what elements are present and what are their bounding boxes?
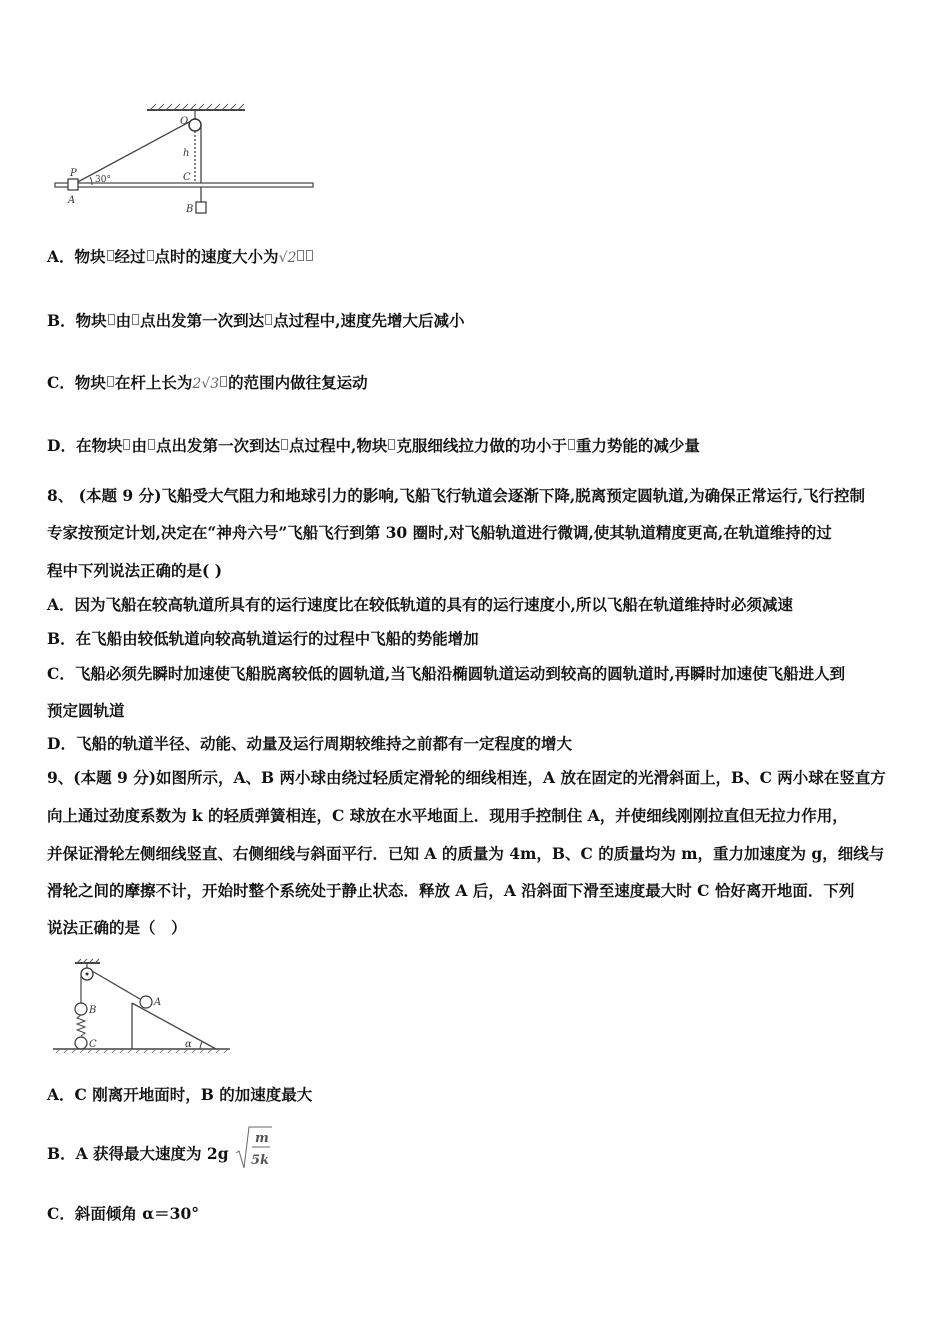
sqrt-fraction <box>234 1123 274 1171</box>
q7-option-c: C．物块 在杆上长为2√3 的范围内做往复运动 <box>47 373 368 392</box>
fraction-denominator: 5k <box>250 1153 270 1168</box>
fraction-numerator: m <box>254 1131 269 1146</box>
label-A: A <box>68 195 76 206</box>
q9-option-c: C．斜面倾角 α＝30° <box>47 1204 199 1223</box>
q7-option-a: A．物块 经过 点时的速度大小为√2 <box>47 247 314 268</box>
q9-stem-line2: 向上通过劲度系数为 k 的轻质弹簧相连，C 球放在水平地面上．现用手控制住 A，并使细线刚刚拉直但无拉力作用， <box>47 806 848 825</box>
q8-stem-line2: 专家按预定计划,决定在“神舟六号”飞船飞行到第 30 圈时,对飞船轨道进行微调,使其轨道精度更高,在轨道维持的过 <box>47 523 832 542</box>
q9-stem-line1: 9、(本题 9 分)如图所示，A、B 两小球由绕过轻质定滑轮的细线相连，A 放在固定的光滑斜面上，B、C 两小球在竖直方 <box>47 768 886 787</box>
pulley-rod-figure <box>50 100 320 220</box>
q9-stem-line3: 并保证滑轮左侧细线竖直、右侧细线与斜面平行．已知 A 的质量为 4m，B、C 的质量均为 m，重力加速度为 g，细线与 <box>47 844 885 863</box>
label-C: C <box>183 172 191 183</box>
q8-stem-line1: 8、 (本题 9 分)飞船受大气阻力和地球引力的影响,飞船飞行轨道会逐渐下降,脱离预定圆轨道,为确保正常运行,飞行控制 <box>47 486 866 505</box>
fig2-label-B: B <box>89 1005 97 1016</box>
fig2-label-alpha: α <box>185 1039 192 1050</box>
label-O: O <box>180 116 189 127</box>
q7-option-b: B．物块 由 点出发第一次到达 点过程中,速度先增大后减小 <box>47 311 465 330</box>
label-h: h <box>183 148 190 159</box>
q9-option-a: A．C 刚离开地面时，B 的加速度最大 <box>47 1085 313 1104</box>
q8-option-a: A．因为飞船在较高轨道所具有的运行速度比在较低轨道的具有的运行速度小,所以飞船在轨道维持时必须减速 <box>47 595 793 614</box>
q8-option-c-line2: 预定圆轨道 <box>47 701 125 720</box>
label-B: B <box>186 204 194 215</box>
fig2-label-A: A <box>154 997 162 1008</box>
q7-option-d: D．在物块 由 点出发第一次到达 点过程中,物块 克服细线拉力做的功小于 重力势能的减少量 <box>47 436 700 455</box>
q9-stem-line4: 滑轮之间的摩擦不计，开始时整个系统处于静止状态．释放 A 后，A 沿斜面下滑至速度最大时 C 恰好离开地面．下列 <box>47 881 855 900</box>
incline-pulley-figure <box>50 958 240 1058</box>
q8-option-d: D．飞船的轨道半径、动能、动量及运行周期较维持之前都有一定程度的增大 <box>47 734 572 753</box>
fig2-label-C: C <box>89 1039 97 1050</box>
q8-option-b: B．在飞船由较低轨道向较高轨道运行的过程中飞船的势能增加 <box>47 629 479 648</box>
q8-option-c-line1: C．飞船必须先瞬时加速使飞船脱离较低的圆轨道,当飞船沿椭圆轨道运动到较高的圆轨道时,再瞬时加速使飞船进人到 <box>47 664 846 683</box>
q9-option-b: B．A 获得最大速度为 2g m 5k <box>47 1144 274 1165</box>
label-angle: 30° <box>95 175 111 185</box>
label-P: P <box>70 168 77 179</box>
q9-stem-line5: 说法正确的是（ ） <box>47 918 187 937</box>
q8-stem-line3: 程中下列说法正确的是( ) <box>47 561 223 580</box>
